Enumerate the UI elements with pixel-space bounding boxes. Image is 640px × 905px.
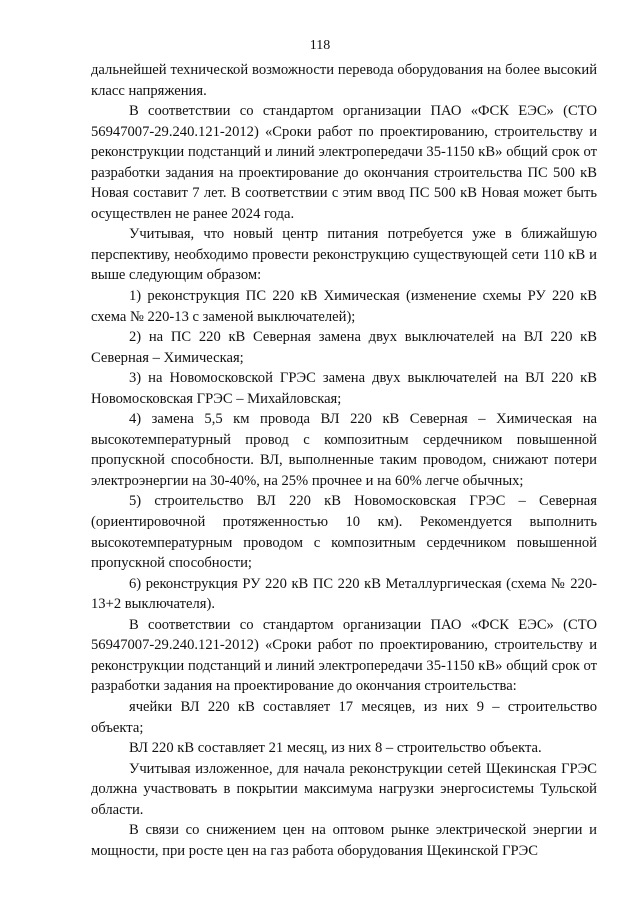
list-item-6: 6) реконструкция РУ 220 кВ ПС 220 кВ Металлургическая (схема № 220-13+2 выключателя). [91, 575, 597, 613]
paragraph-reconstruction-intro: Учитывая, что новый центр питания потребуется уже в ближайшую перспективу, необходимо провести реконструкцию существующей сети 110 кВ и выше следующим образом: [91, 226, 597, 284]
paragraph-conclusion: Учитывая изложенное, для начала реконструкции сетей Щекинская ГРЭС должна участвовать в покрытии максимума нагрузки энергосистемы Тульской области. [91, 760, 597, 818]
list-item-5: 5) строительство ВЛ 220 кВ Новомосковская ГРЭС – Северная (ориентировочной протяженностью 10 км). Рекомендуется выполнить высокотемпературным проводом с композитным сердечником повышенной пропускной способности; [91, 493, 597, 572]
paragraph-standard-terms-2: В соответствии со стандартом организации ПАО «ФСК ЕЭС» (СТО 56947007-29.240.121-2012) «Сроки работ по проектированию, строительству и реконструкции подстанций и линий электропередачи 35-1150 кВ» общий срок от разработки задания на проектирование до окончания строительства: [91, 616, 597, 695]
list-item-2: 2) на ПС 220 кВ Северная замена двух выключателей на ВЛ 220 кВ Северная – Химическая; [91, 329, 597, 366]
paragraph-market-prices: В связи со снижением цен на оптовом рынке электрической энергии и мощности, при росте цен на газ работа оборудования Щекинской ГРЭС [91, 822, 597, 859]
paragraph-continuation: дальнейшей технической возможности перевода оборудования на более высокий класс напряжения. [91, 62, 597, 99]
term-overhead-line: ВЛ 220 кВ составляет 21 месяц, из них 8 – строительство объекта. [129, 740, 542, 757]
list-item-3: 3) на Новомосковской ГРЭС замена двух выключателей на ВЛ 220 кВ Новомосковская ГРЭС – Михайловская; [91, 370, 597, 407]
list-item-4: 4) замена 5,5 км провода ВЛ 220 кВ Северная – Химическая на высокотемпературный провод с композитным сердечником повышенной пропускной способности. ВЛ, выполненные таким проводом, снижают потери электроэнергии на 30-40%, на 25% прочнее и на 60% легче обычных; [91, 411, 597, 489]
term-cell-line: ячейки ВЛ 220 кВ составляет 17 месяцев, из них 9 – строительство объекта; [91, 698, 597, 736]
page-number: 118 [309, 38, 331, 53]
document-body [91, 60, 597, 861]
paragraph-standard-terms: В соответствии со стандартом организации ПАО «ФСК ЕЭС» (СТО 56947007-29.240.121-2012) «Сроки работ по проектированию, строительству и реконструкции подстанций и линий электропередачи 35-1150 кВ» общий срок от разработки задания на проектирование до окончания строительства ПС 500 кВ Новая составит 7 лет. В соответствии с этим ввод ПС 500 кВ Новая может быть осуществлен не ранее 2024 года. [91, 103, 597, 222]
list-item-1: 1) реконструкция ПС 220 кВ Химическая (изменение схемы РУ 220 кВ схема № 220-13 с заменой выключателей); [91, 288, 597, 325]
